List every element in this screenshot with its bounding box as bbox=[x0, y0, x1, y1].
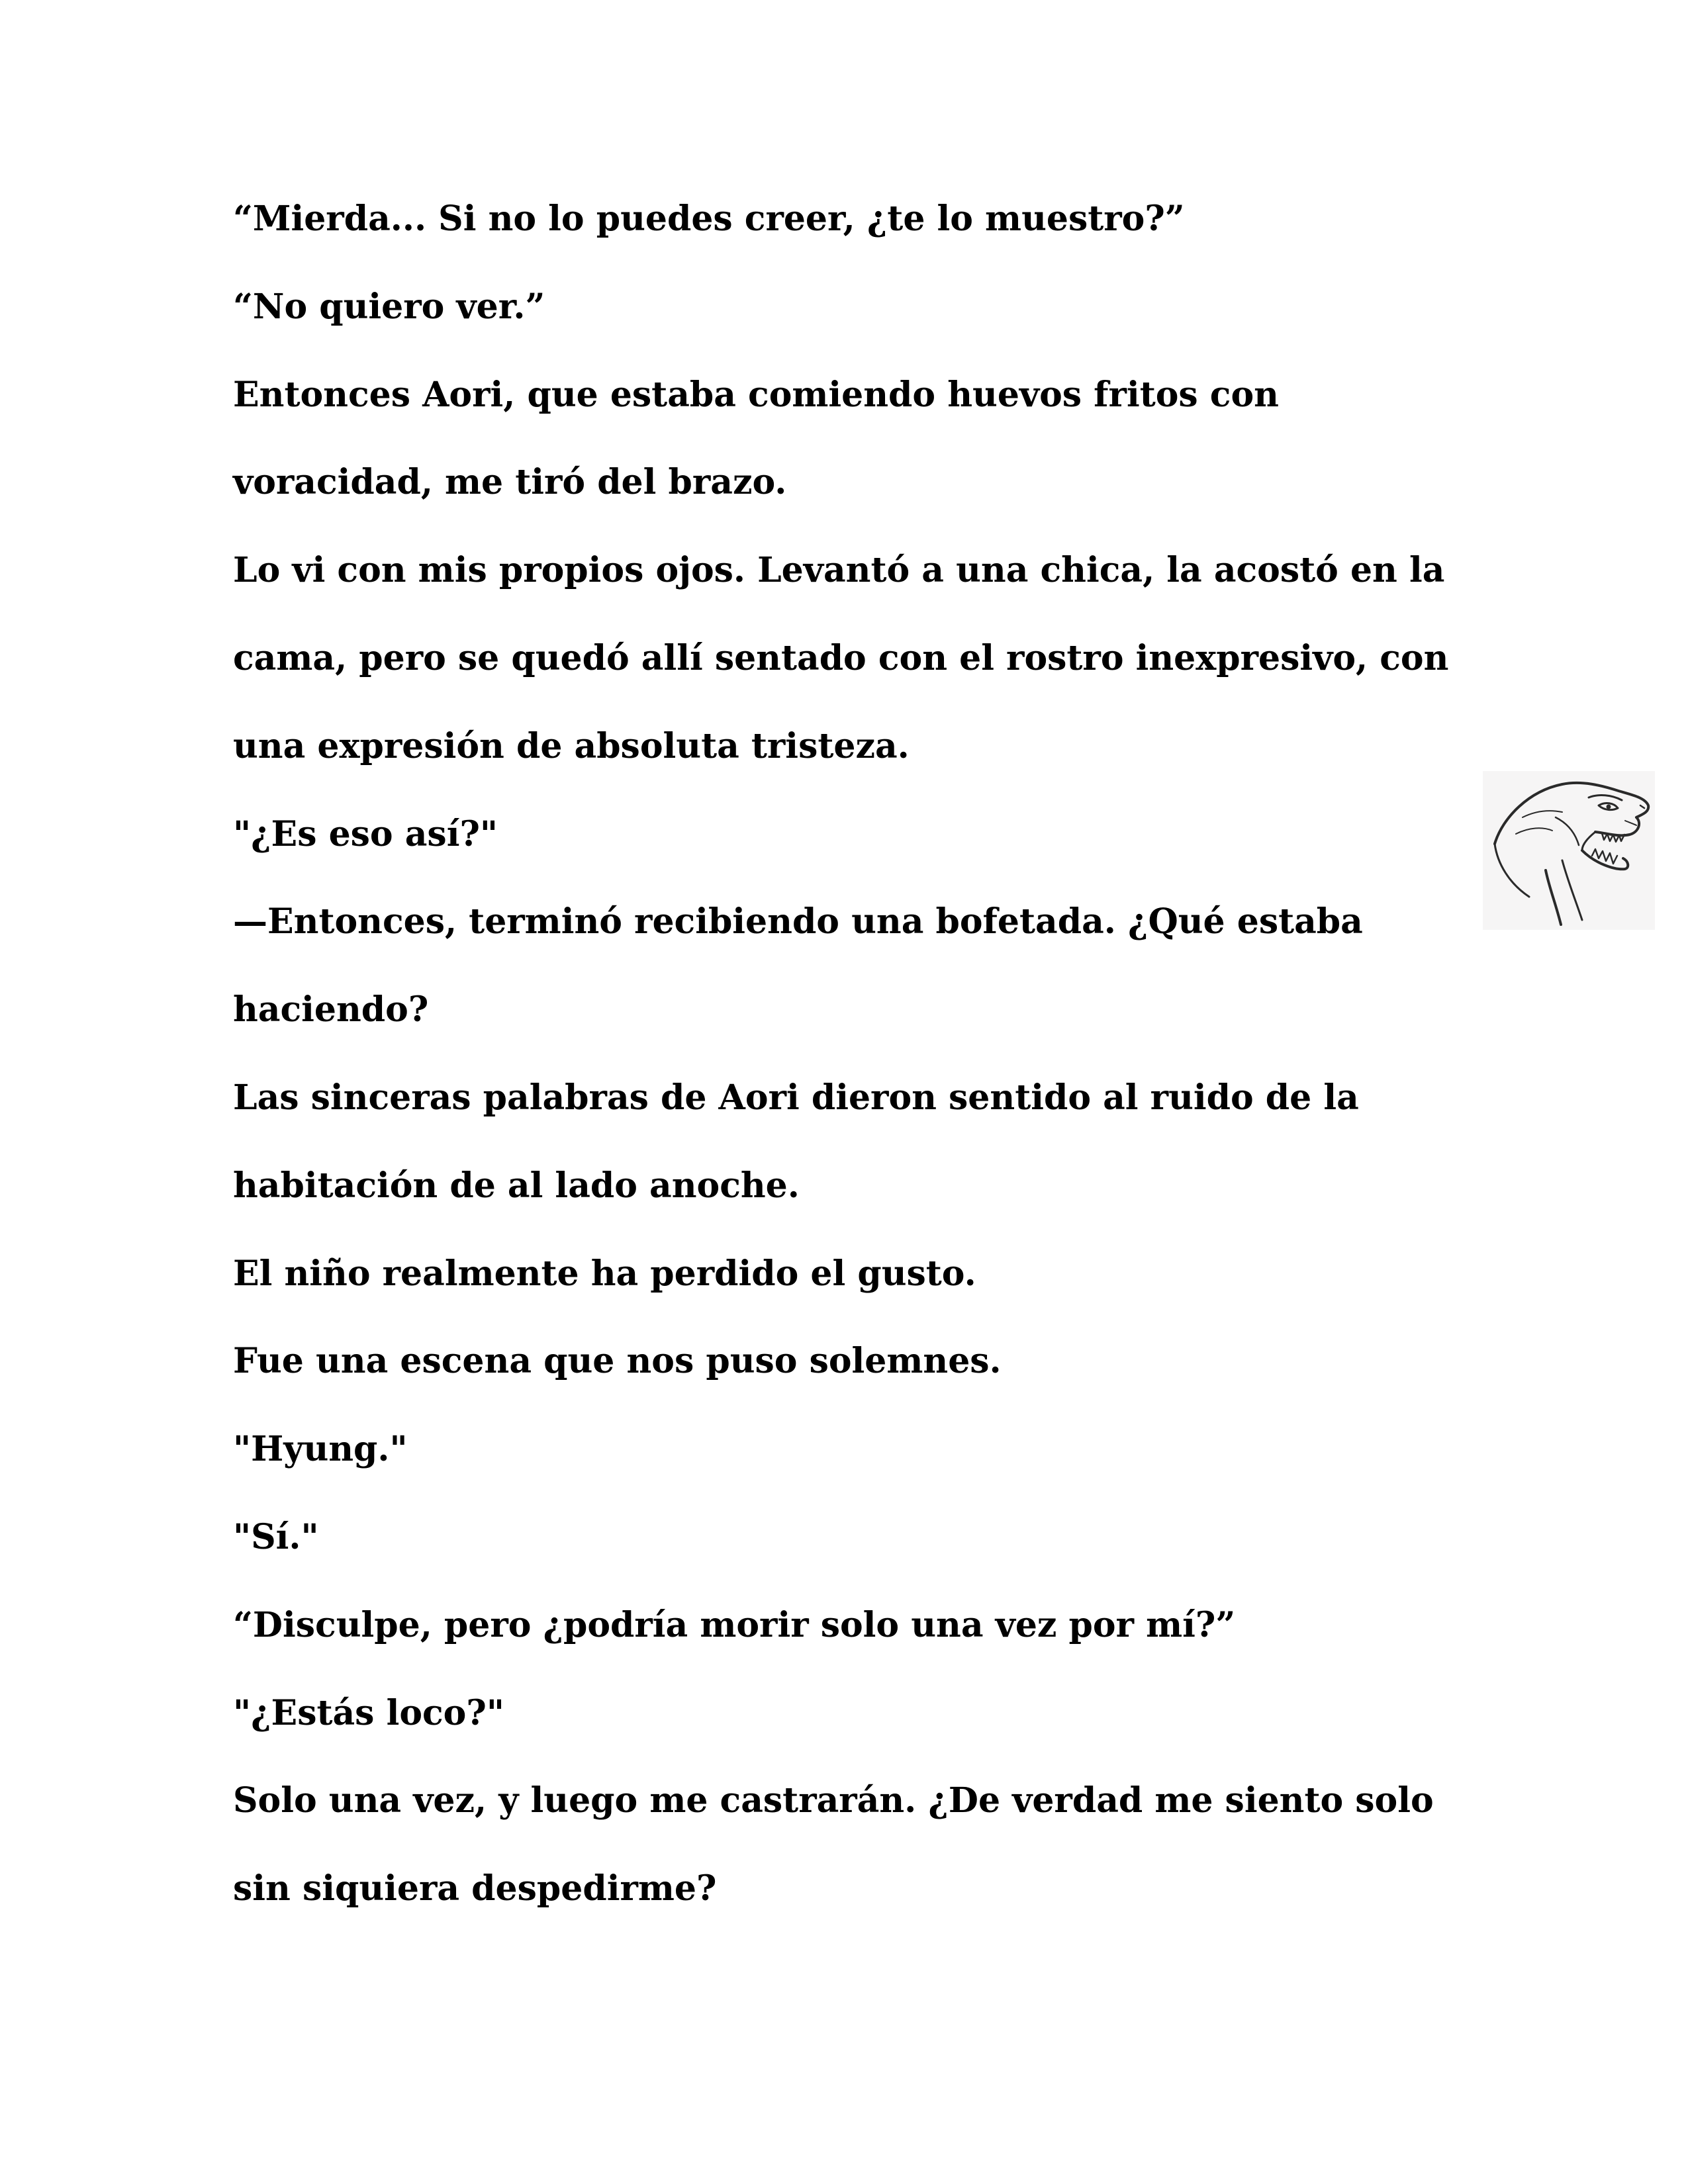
text-line: una expresión de absoluta tristeza. bbox=[233, 725, 910, 766]
text-line: El niño realmente ha perdido el gusto. bbox=[233, 1253, 976, 1294]
text-line: Solo una vez, y luego me castrarán. ¿De verdad me siento solo bbox=[233, 1780, 1434, 1821]
text-line: Entonces Aori, que estaba comiendo huevos fritos con bbox=[233, 374, 1279, 415]
text-line: voracidad, me tiró del brazo. bbox=[233, 462, 787, 503]
text-line: haciendo? bbox=[233, 989, 429, 1030]
text-line: "¿Estás loco?" bbox=[233, 1692, 504, 1733]
text-line: “Disculpe, pero ¿podría morir solo una vez por mí?” bbox=[233, 1604, 1236, 1645]
text-line: "Hyung." bbox=[233, 1429, 408, 1470]
dinosaur-head-sketch-icon bbox=[1483, 771, 1655, 930]
text-line: Fue una escena que nos puso solemnes. bbox=[233, 1341, 1002, 1382]
text-line: “Mierda... Si no lo puedes creer, ¿te lo muestro?” bbox=[233, 199, 1185, 239]
text-line: sin siquiera despedirme? bbox=[233, 1868, 717, 1909]
text-line: —Entonces, terminó recibiendo una bofetada. ¿Qué estaba bbox=[233, 901, 1363, 942]
body-text bbox=[233, 189, 1530, 1946]
text-line: Las sinceras palabras de Aori dieron sentido al ruido de la bbox=[233, 1077, 1359, 1118]
text-line: "¿Es eso así?" bbox=[233, 813, 498, 854]
text-line: “No quiero ver.” bbox=[233, 286, 545, 327]
text-line: cama, pero se quedó allí sentado con el rostro inexpresivo, con bbox=[233, 637, 1449, 678]
text-line: Lo vi con mis propios ojos. Levantó a una chica, la acostó en la bbox=[233, 550, 1445, 591]
text-line: "Sí." bbox=[233, 1516, 319, 1557]
text-line: habitación de al lado anoche. bbox=[233, 1165, 800, 1206]
